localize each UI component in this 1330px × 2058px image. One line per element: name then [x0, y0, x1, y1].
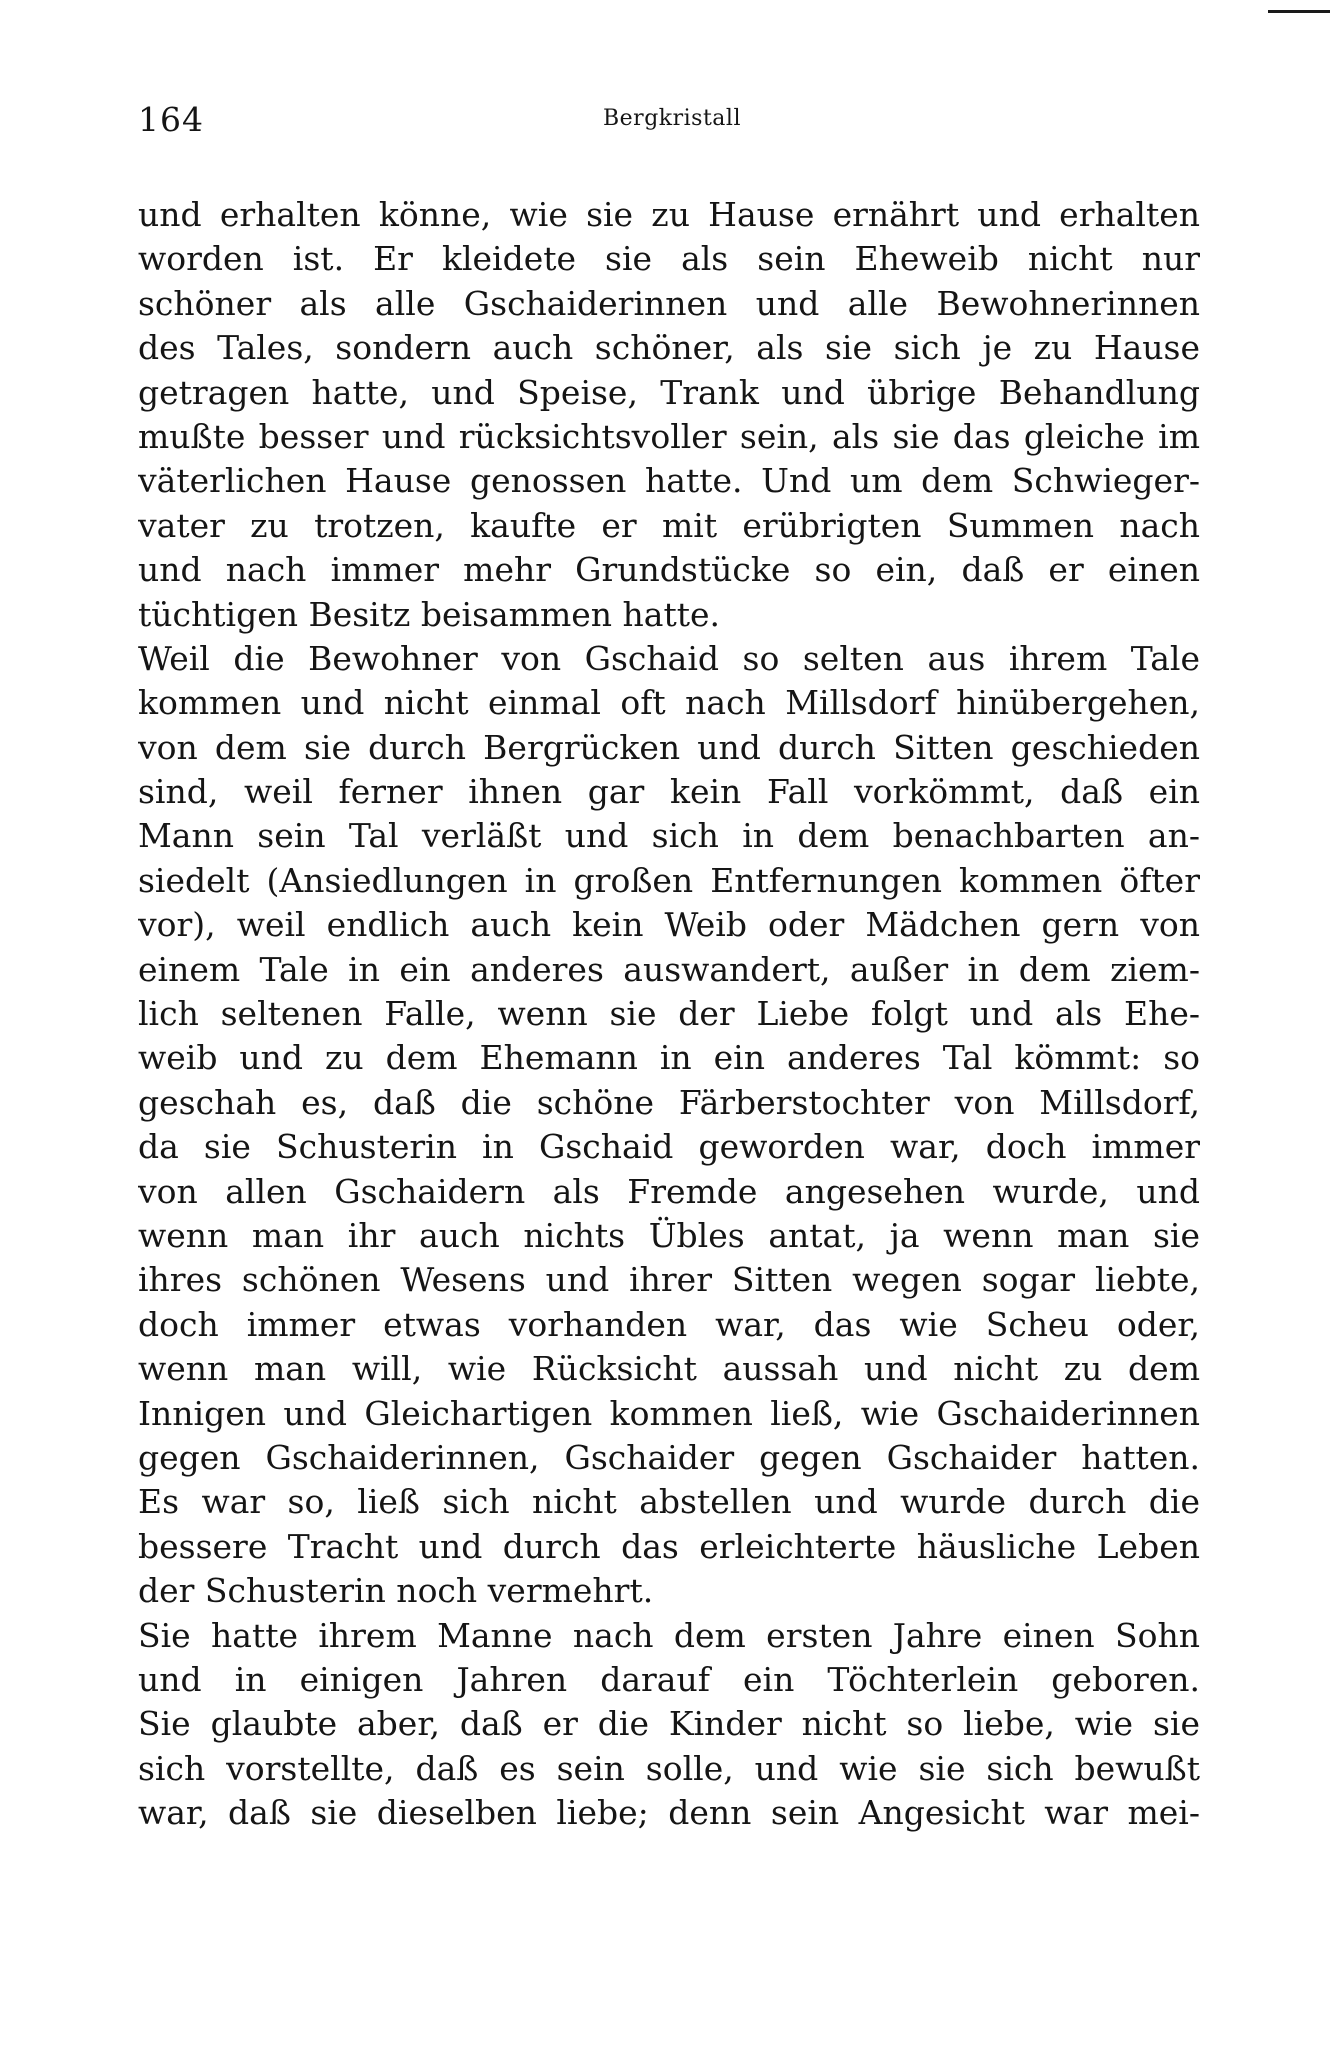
text-line: weib und zu dem Ehemann in ein anderes Tal kömmt: so: [138, 1038, 1200, 1078]
page-number: 164: [138, 100, 204, 139]
text-line: mußte besser und rücksichtsvoller sein, als sie das gleiche im: [138, 416, 1200, 456]
text-line: sind, weil ferner ihnen gar kein Fall vorkömmt, daß ein: [138, 772, 1200, 812]
text-line: ihres schönen Wesens und ihrer Sitten wegen sogar liebte,: [138, 1260, 1200, 1300]
text-line: schöner als alle Gschaiderinnen und alle Bewohnerinnen: [138, 283, 1200, 323]
text-line: bessere Tracht und durch das erleichterte häusliche Leben: [138, 1526, 1200, 1566]
text-line: geschah es, daß die schöne Färberstochter von Millsdorf,: [138, 1082, 1200, 1122]
text-line: der Schusterin noch vermehrt.: [138, 1571, 654, 1611]
text-line: und erhalten könne, wie sie zu Hause ernährt und erhalten: [138, 195, 1200, 234]
text-line: doch immer etwas vorhanden war, das wie Scheu oder,: [138, 1304, 1200, 1344]
text-line: Weil die Bewohner von Gschaid so selten aus ihrem Tale: [138, 638, 1200, 678]
text-line: war, daß sie dieselben liebe; denn sein Angesicht war mei-: [138, 1793, 1200, 1833]
text-line: einem Tale in ein anderes auswandert, außer in dem ziem-: [138, 949, 1200, 989]
text-line: siedelt (Ansiedlungen in großen Entfernungen kommen öfter: [138, 860, 1200, 900]
text-line: Mann sein Tal verläßt und sich in dem benachbarten an-: [138, 816, 1200, 856]
text-line: tüchtigen Besitz beisammen hatte.: [138, 594, 721, 634]
body-text: [138, 193, 1200, 1835]
text-line: wenn man will, wie Rücksicht aussah und nicht zu dem: [138, 1349, 1200, 1389]
text-line: gegen Gschaiderinnen, Gschaider gegen Gschaider hatten.: [138, 1437, 1200, 1477]
text-line: Innigen und Gleichartigen kommen ließ, wie Gschaiderinnen: [138, 1393, 1200, 1433]
running-title: Bergkristall: [603, 106, 741, 131]
text-line: vor), weil endlich auch kein Weib oder Mädchen gern von: [138, 905, 1200, 945]
text-line: wenn man ihr auch nichts Übles antat, ja wenn man sie: [138, 1215, 1200, 1255]
text-line: sich vorstellte, daß es sein solle, und wie sie sich bewußt: [138, 1748, 1200, 1788]
text-line: Sie glaubte aber, daß er die Kinder nicht so liebe, wie sie: [138, 1704, 1200, 1744]
text-line: von dem sie durch Bergrücken und durch Sitten geschieden: [138, 727, 1200, 767]
text-line: Es war so, ließ sich nicht abstellen und wurde durch die: [138, 1482, 1200, 1522]
text-line: von allen Gschaidern als Fremde angesehen wurde, und: [138, 1171, 1200, 1211]
text-line: und in einigen Jahren darauf ein Töchterlein geboren.: [138, 1659, 1200, 1699]
text-line: väterlichen Hause genossen hatte. Und um dem Schwieger-: [138, 461, 1200, 501]
text-line: vater zu trotzen, kaufte er mit erübrigten Summen nach: [138, 505, 1200, 545]
text-line: da sie Schusterin in Gschaid geworden war, doch immer: [138, 1127, 1200, 1167]
page-header: [138, 100, 1208, 150]
text-line: des Tales, sondern auch schöner, als sie sich je zu Hause: [138, 328, 1200, 368]
text-line: Sie hatte ihrem Manne nach dem ersten Jahre einen Sohn: [138, 1615, 1200, 1655]
corner-rule: [1268, 10, 1330, 13]
text-line: kommen und nicht einmal oft nach Millsdorf hinübergehen,: [138, 683, 1200, 723]
text-line: und nach immer mehr Grundstücke so ein, daß er einen: [138, 550, 1200, 590]
text-line: lich seltenen Falle, wenn sie der Liebe folgt und als Ehe-: [138, 994, 1200, 1034]
text-line: getragen hatte, und Speise, Trank und übrige Behandlung: [138, 372, 1200, 412]
text-line: worden ist. Er kleidete sie als sein Eheweib nicht nur: [138, 239, 1200, 279]
